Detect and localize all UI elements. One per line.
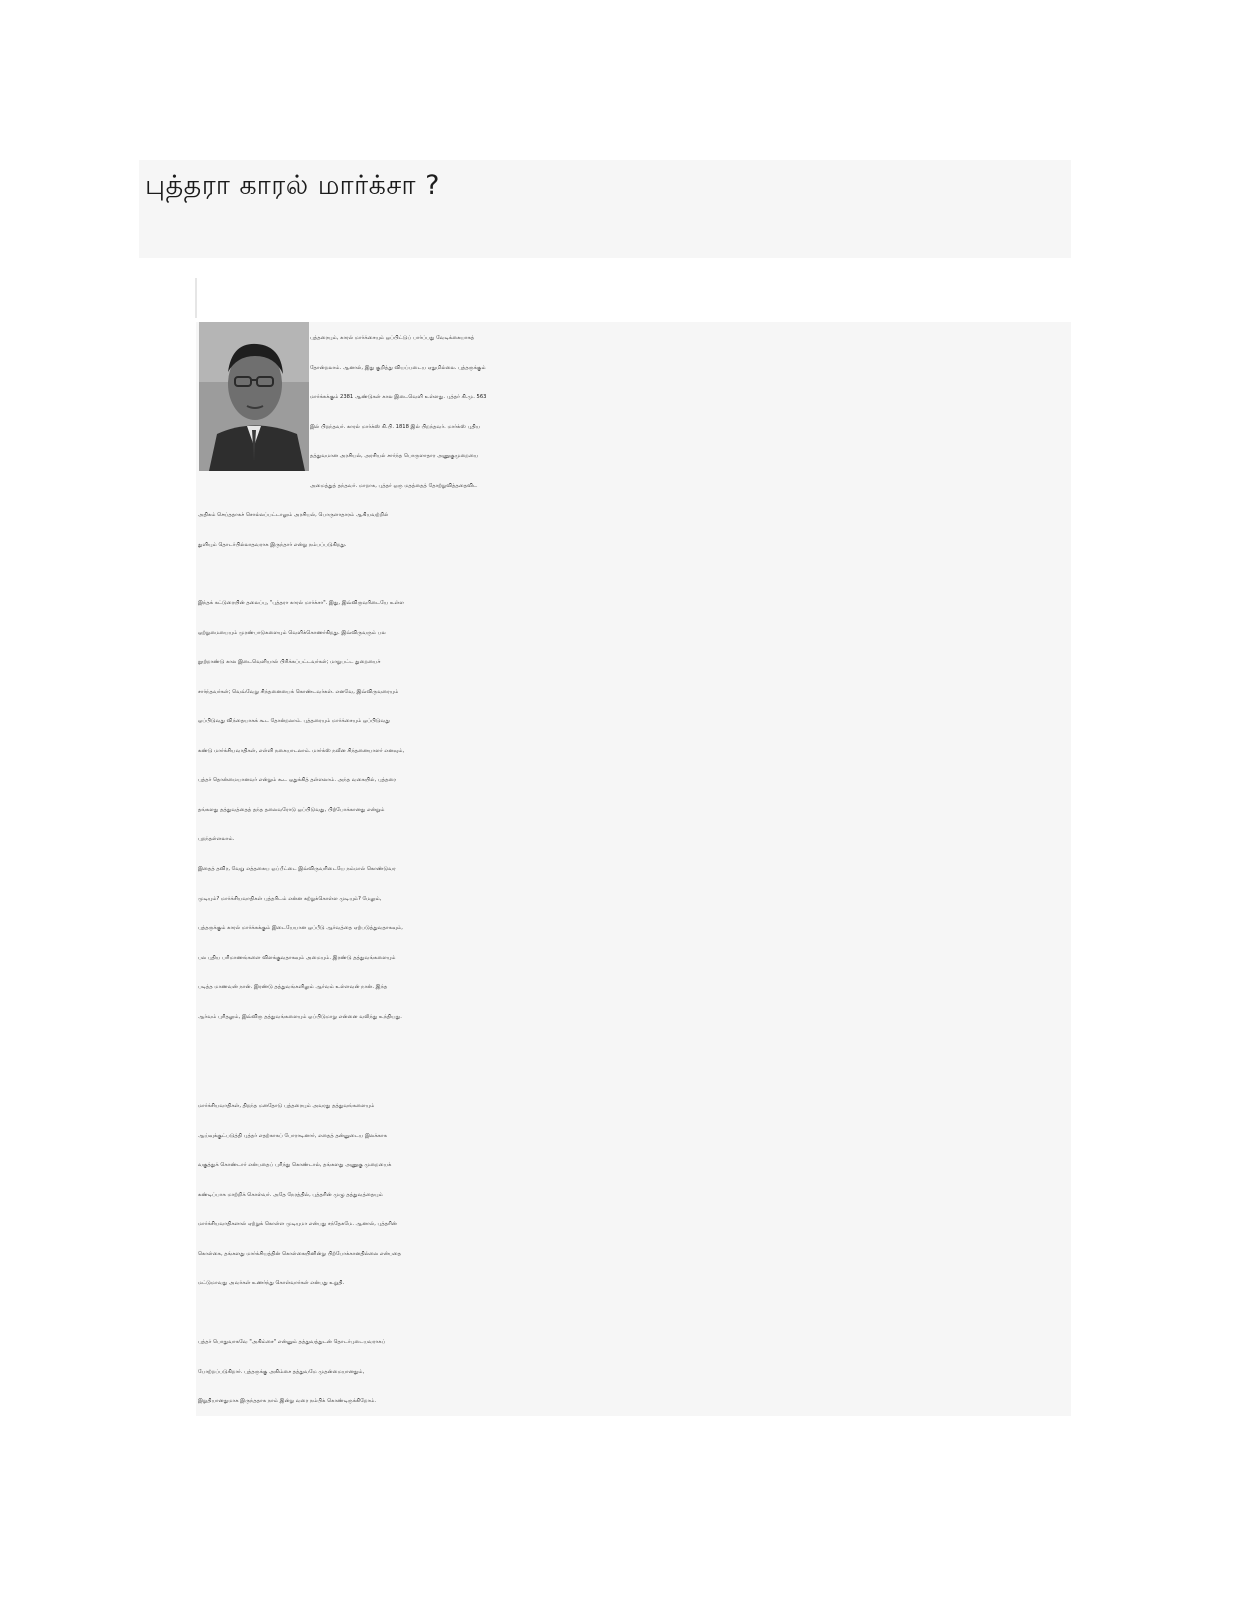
text-line: ஒற்றுமையையும் முரண்பாடுகளையும் வெளிக்கொணர்கிறது. இவ்விருவரும் பல [198,629,386,636]
text-line: ஆய்வுக்குட்படுத்தி புத்தர் எதற்காகப் போராடினார், எதைத் தன்னுடைய இலக்காக [198,1132,388,1139]
text-line: இந்தக் கட்டுரையின் தலைப்பு, "புத்தரா காரல் மார்க்சா". இது, இவ்விருவரிடையே உள்ள [198,600,405,606]
text-line: கொள்கை, தங்களது மார்க்சியத்தின் கொள்கையினின்று பிற்போக்கானதில்லை என்பதை [198,1250,402,1257]
text-line: இல் பிறந்தவர். காரல் மார்க்ஸ் கி.பி. 1818 இல் பிறந்தவர். மார்க்ஸ் புதிய [310,423,481,430]
text-line: புத்தர் தொன்மையானவர் என்றும் கூட ஒதுக்கித் தள்ளலாம். அந்த வகையில், புத்தரை [198,777,397,783]
text-line: புறந்தள்ளலாம். [198,836,235,842]
text-line: கண்டு மார்க்சியவாதிகள், எள்ளி நகையாடலாம். மார்க்ஸ் நவீன சிந்தனையாளர் எனவும், [198,747,405,754]
text-line: தங்களது தத்துவத்தைத் தந்த தலைவரோடு ஒப்பிடுவது, பிற்போக்கானது என்றும் [198,806,385,813]
divider [195,278,197,318]
text-line: இறுதியானதுமாக இருந்ததாக நாம் இன்று வரை நம்பிக் கொண்டிருக்கிறோம். [198,1398,377,1404]
paragraph-3 [198,855,1066,1032]
text-line: நூற்றாண்டு கால இடைவெளியால் பிரிக்கப்பட்டவர்கள்; மாறுபட்ட துறையைச் [198,659,381,665]
text-line: துளியும் தொடர்பில்லாதவராக இருந்தார் என்று நம்பப்படுகிறது. [198,541,347,548]
text-line: மார்க்சியவாதிகள், திறந்த மனதோடு புத்தரையும் அவரது தத்துவங்களையும் [198,1103,375,1109]
text-line: புத்தர் பொதுவாகவே "அகிம்சை" என்னும் தத்துவத்துடன் தொடர்புடையவராகப் [198,1339,386,1345]
text-line: பல புதிய பரிமாணங்களை விளக்குவதாகவும் அமையும். இரண்டு தத்துவங்களையும் [198,954,396,961]
text-line: தோன்றலாம். ஆனால், இது குறித்து வியப்படைய ஏதுமில்லை. புத்தருக்கும் [310,364,486,371]
text-line: அதிகம் செய்ததாகச் சொல்லப்பட்டாலும் அரசியல், பொருளாதாரம் ஆகியவற்றில் [198,512,389,518]
text-line: மட்டுமாவது அவர்கள் உணர்ந்து கொள்வார்கள் என்பது உறுதி. [198,1280,345,1286]
text-line: புத்தருக்கும் காரல் மார்க்சுக்கும் இடையேயான ஒப்பீடு ஆர்வத்தை ஏற்படுத்துவதாகவும், [198,925,403,931]
text-line: சார்ந்தவர்கள்; வெவ்வேறு சிந்தனையைக் கொண்டவர்கள். எனவே, இவ்விருவரையும் [198,688,399,695]
text-line: தத்துவமான அரசியல், அரசியல் சார்ந்த பொருளாதார அணுகுமுறையை [310,453,479,459]
text-line: முடியும்? மார்க்சியவாதிகள் புத்தரிடம் என்ன கற்றுக்கொள்ள முடியும்? மேலும், [198,895,382,902]
text-line: மார்க்சியவாதிகளால் ஏற்றுக் கொள்ள முடியுமா என்பது சந்தேகமே. ஆனால், புத்தரின் [198,1221,397,1227]
text-line: படித்த மாணவன் நான். இரண்டு தத்துவங்களிலும் ஆர்வம் உள்ளவன் நான். இந்த [198,984,388,990]
paragraph-5 [198,1328,1066,1417]
text-line: கண்டிப்பாக மாற்றிக் கொள்வர். அதே நேரத்தில், புத்தரின் முழு தத்துவத்தையும் [198,1191,383,1198]
article-body [196,322,1071,1416]
text-line: புத்தரையும், காரல் மார்க்சையும் ஒப்பிட்டுப் பார்ப்பது வேடிக்கையாகத் [310,335,475,341]
text-line: போற்றப்படுகிறார். புத்தருக்கு அகிம்சை தத்துவமே முதன்மையானதும், [198,1368,365,1375]
paragraph-2 [198,589,1066,855]
paragraph-4 [198,1092,1066,1299]
page-title: புத்தரா காரல் மார்க்சா ? [145,170,440,201]
text-line: வகுத்துக் கொண்டார் என்பதைப் புரிந்து கொண்டால், தங்களது அணுகு முறையைக் [198,1162,392,1168]
text-line: ஆர்வம் புரிதலும், இவ்விரு தத்துவங்களையும் ஒப்பிடுமாறு என்னை வலிந்து உந்தியது. [198,1013,402,1020]
paragraph-1 [198,324,1066,560]
text-line: அமைத்துத் தந்தவர். மாறாக, புத்தர் ஒரு மதத்தைத் தோற்றுவித்ததைவிட [310,482,478,489]
text-line: மார்க்சுக்கும் 2381 ஆண்டுகள் கால இடைவெளி உள்ளது. புத்தர் கி.மு. 563 [310,394,487,400]
title-band [139,160,1071,258]
text-line: ஒப்பிடுவது விந்தையாகக் கூட தோன்றலாம். புத்தரையும் மார்க்சையும் ஒப்பிடுவது [198,718,390,724]
text-line: இதைத் தவிர, வேறு எத்தகைய ஒப்பீட்டை இவ்விருவரிடையே நம்மால் கொண்டுவர [198,866,396,872]
